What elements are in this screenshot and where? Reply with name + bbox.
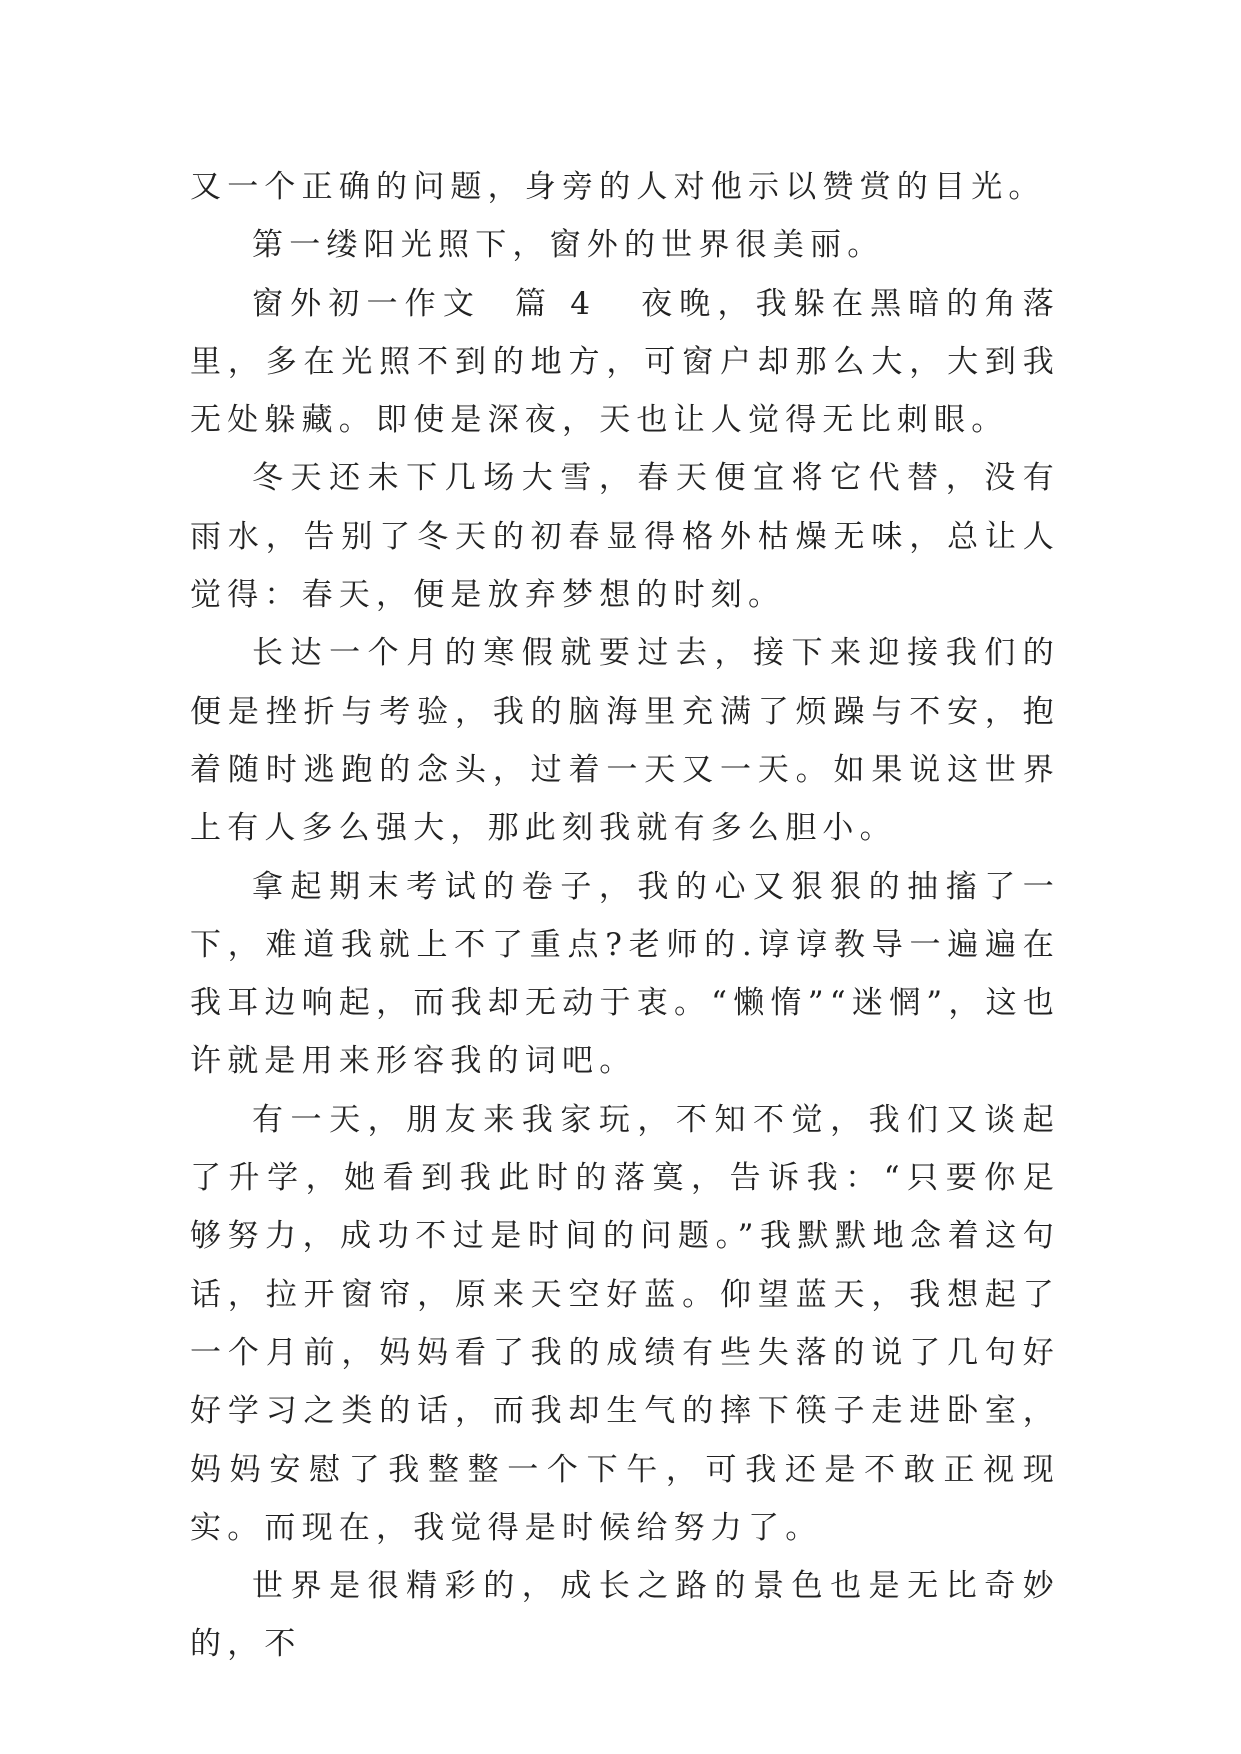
paragraph-1: 又一个正确的问题，身旁的人对他示以赞赏的目光。 [190,169,1046,205]
document-body [190,158,1060,1674]
paragraph-4: 冬天还未下几场大雪，春天便宜将它代替，没有雨水，告别了冬天的初春显得格外枯燥无味，总让人觉得：春天，便是放弃梦想的时刻。 [190,460,1060,614]
paragraph-8: 世界是很精彩的，成长之路的景色也是无比奇妙的，不 [190,1568,1060,1663]
essay-heading: 窗外初一作文 篇 4 [252,285,597,322]
paragraph-5: 长达一个月的寒假就要过去，接下来迎接我们的便是挫折与考验，我的脑海里充满了烦躁与不安，抱着随时逃跑的念头，过着一天又一天。如果说这世界上有人多么强大，那此刻我就有多么胆小。 [190,635,1060,847]
paragraph-7: 有一天，朋友来我家玩，不知不觉，我们又谈起了升学，她看到我此时的落寞，告诉我：“只要你足够努力，成功不过是时间的问题。”我默默地念着这句话，拉开窗帘，原来天空好蓝。仰望蓝天，我想起了一个月前，妈妈看了我的成绩有些失落的说了几句好好学习之类的话，而我却生气的摔下筷子走进卧室，妈妈安慰了我整整一个下午，可我还是不敢正视现实。而现在，我觉得是时候给努力了。 [190,1101,1060,1546]
paragraph-3 [190,275,1060,450]
paragraph-2: 第一缕阳光照下，窗外的世界很美丽。 [252,227,885,264]
paragraph-3-text: 夜晚，我躲在黑暗的角落里，多在光照不到的地方，可窗户却那么大，大到我无处躲藏。即使是深夜，天也让人觉得无比刺眼。 [190,285,1061,439]
paragraph-6: 拿起期末考试的卷子，我的心又狠狠的抽搐了一下，难道我就上不了重点?老师的.谆谆教导一遍遍在我耳边响起，而我却无动于衷。“懒惰”“迷惘”，这也许就是用来形容我的词吧。 [190,868,1060,1080]
